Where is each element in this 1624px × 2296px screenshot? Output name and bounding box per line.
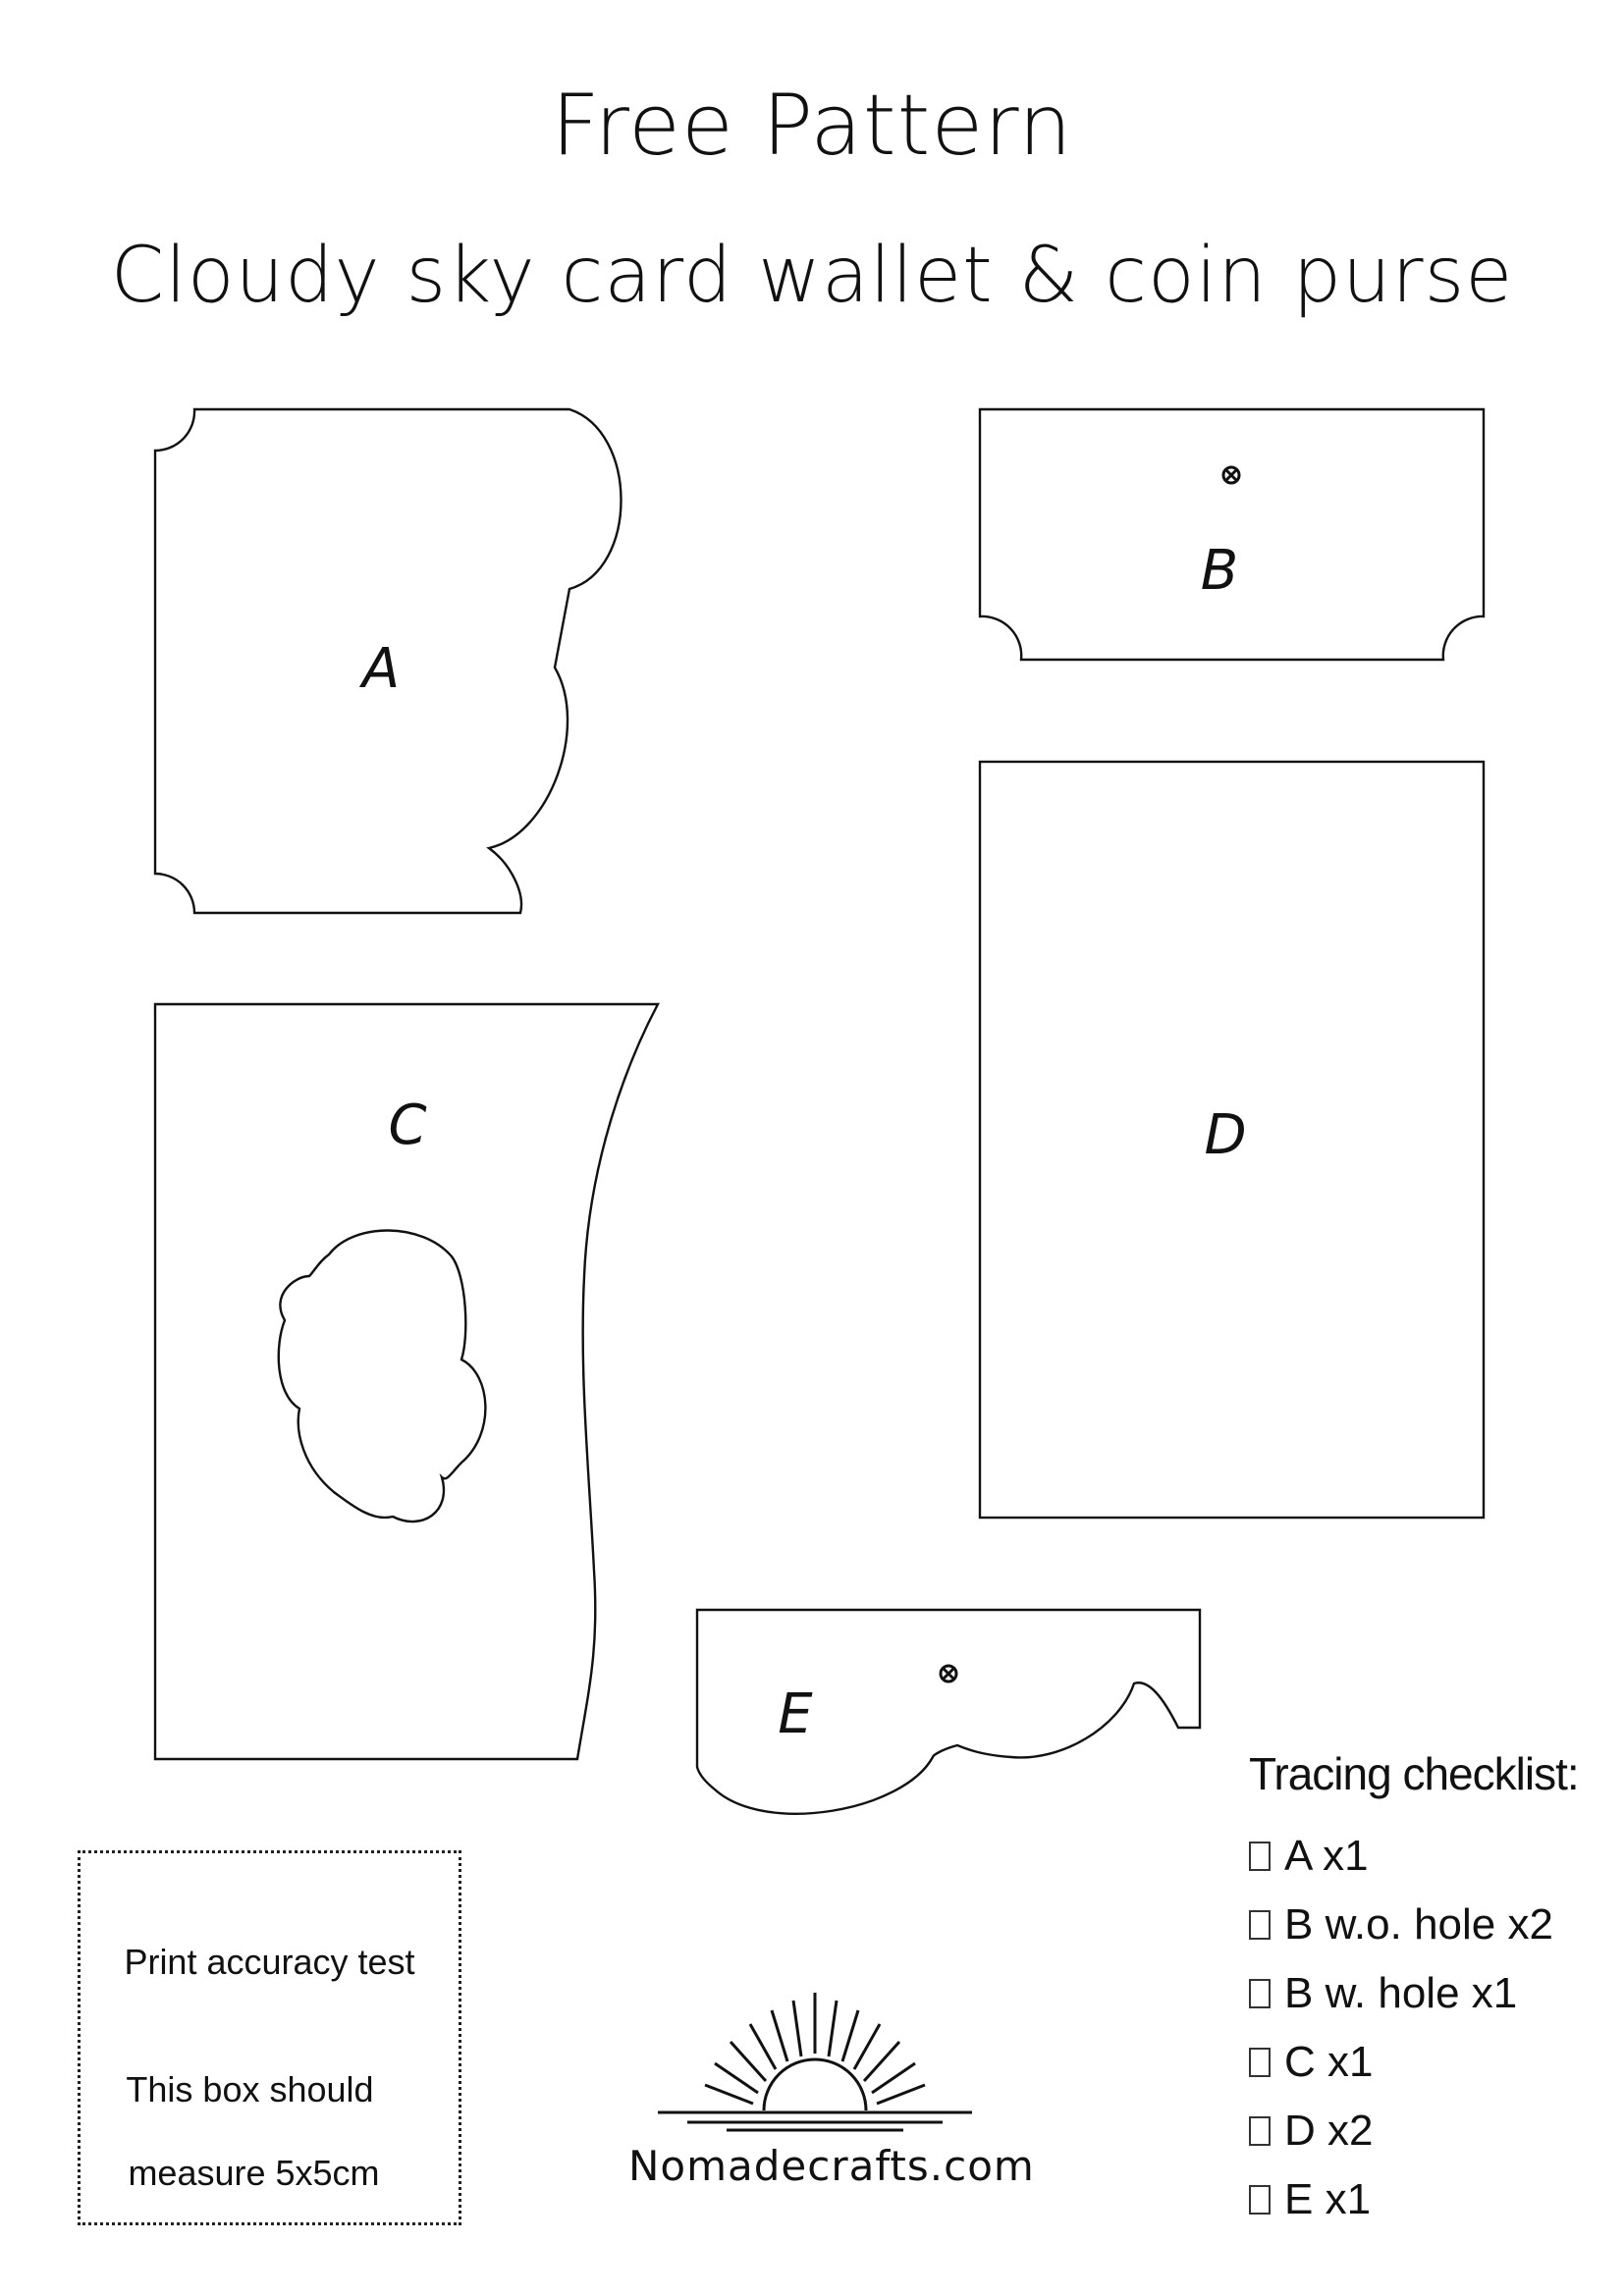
- piece-label-e: E: [778, 1682, 813, 1746]
- checklist-item[interactable]: [1249, 2165, 1579, 2234]
- page-subtitle: Cloudy sky card wallet & coin purse: [110, 232, 1514, 320]
- checklist-item[interactable]: [1249, 2028, 1579, 2097]
- piece-label-b: B: [1200, 539, 1239, 603]
- pattern-piece-d: [980, 762, 1484, 1518]
- print-test-line: This box should: [126, 2069, 374, 2109]
- checklist-item-label: E x1: [1284, 2175, 1372, 2223]
- checkbox[interactable]: [1249, 1979, 1271, 2008]
- checkbox[interactable]: [1249, 2048, 1271, 2077]
- tracing-checklist: [1249, 1747, 1579, 2234]
- checkbox[interactable]: [1249, 1910, 1271, 1940]
- checklist-item-label: B w.o. hole x2: [1284, 1900, 1553, 1949]
- checklist-item[interactable]: [1249, 1891, 1579, 1959]
- checkbox[interactable]: [1249, 1842, 1271, 1871]
- piece-label-c: C: [388, 1094, 427, 1157]
- checklist-item-label: A x1: [1284, 1832, 1369, 1880]
- piece-label-a: A: [361, 637, 401, 701]
- checklist-item[interactable]: [1249, 1822, 1579, 1891]
- print-test-line: measure 5x5cm: [128, 2153, 380, 2193]
- hole-marker-icon: [1223, 467, 1239, 483]
- checklist-item[interactable]: [1249, 2097, 1579, 2165]
- piece-label-d: D: [1204, 1103, 1247, 1167]
- brand-link[interactable]: Nomadecrafts.com: [628, 2142, 1035, 2190]
- pattern-piece-c: [155, 1004, 658, 1759]
- checkbox[interactable]: [1249, 2116, 1271, 2146]
- pattern-piece-e: [697, 1610, 1200, 1814]
- print-accuracy-test-box: [78, 1850, 461, 2225]
- checklist-item-label: C x1: [1284, 2038, 1374, 2086]
- print-test-title: Print accuracy test: [124, 1942, 415, 1982]
- pattern-piece-a: [155, 409, 622, 913]
- pattern-piece-b: [980, 409, 1484, 660]
- hole-marker-icon: [941, 1666, 956, 1682]
- checklist-item-label: B w. hole x1: [1284, 1969, 1518, 2017]
- checklist-item[interactable]: [1249, 1959, 1579, 2028]
- page-title: Free Pattern: [551, 77, 1073, 175]
- checklist-title: Tracing checklist:: [1249, 1748, 1579, 1799]
- checklist-item-label: D x2: [1284, 2107, 1374, 2155]
- checkbox[interactable]: [1249, 2185, 1271, 2215]
